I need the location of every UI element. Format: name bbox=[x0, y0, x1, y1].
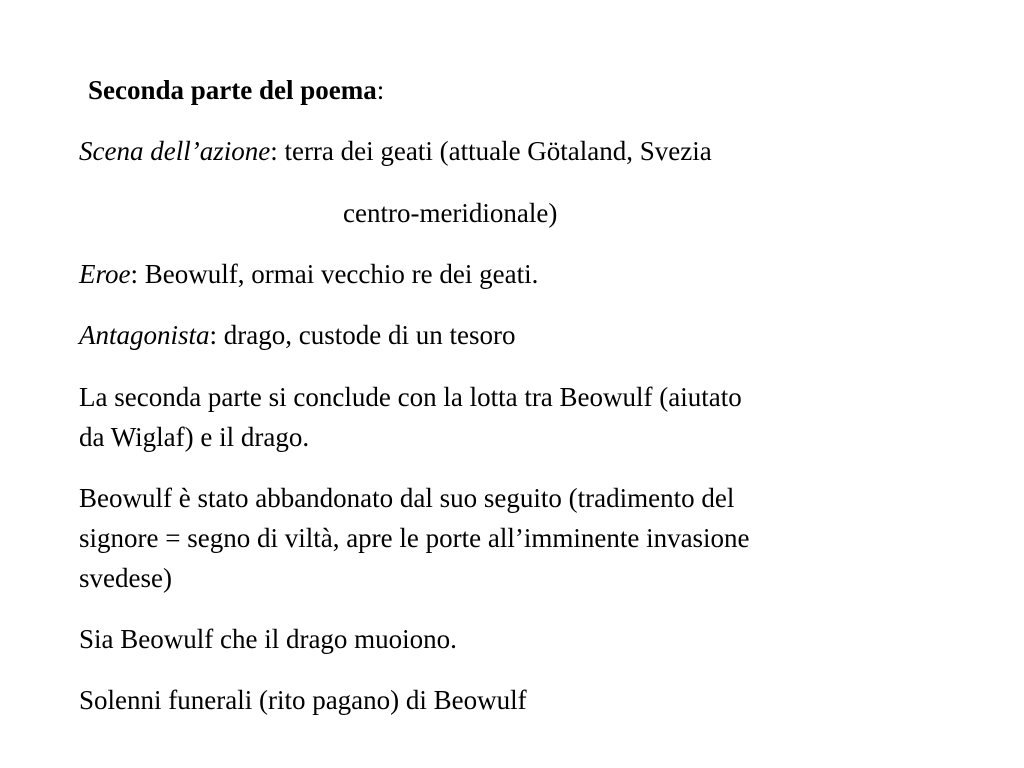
abandon-paragraph-line: signore = segno di viltà, apre le porte all’imminente invasione bbox=[79, 523, 750, 553]
hero-text: : Beowulf, ormai vecchio re dei geati. bbox=[130, 259, 539, 289]
abandon-paragraph bbox=[79, 478, 949, 598]
fight-paragraph-line: La seconda parte si conclude con la lotta tra Beowulf (aiutato bbox=[79, 382, 742, 412]
setting-line-continuation bbox=[343, 193, 1024, 233]
setting-text-continued: centro-meridionale) bbox=[343, 198, 558, 228]
funeral-line: Solenni funerali (rito pagano) di Beowulf bbox=[79, 685, 527, 715]
setting-text: : terra dei geati (attuale Götaland, Svezia bbox=[270, 136, 712, 166]
antagonist-line bbox=[79, 315, 949, 355]
hero-label: Eroe bbox=[79, 259, 131, 289]
antagonist-text: : drago, custode di un tesoro bbox=[209, 320, 516, 350]
death-line: Sia Beowulf che il drago muoiono. bbox=[79, 624, 457, 654]
slide-heading bbox=[88, 70, 958, 110]
heading-colon: : bbox=[376, 75, 385, 105]
abandon-paragraph-line: svedese) bbox=[79, 563, 172, 593]
heading-bold-text: Seconda parte del poema bbox=[88, 75, 377, 105]
abandon-paragraph-line: Beowulf è stato abbandonato dal suo seguito (tradimento del bbox=[79, 483, 735, 513]
fight-paragraph bbox=[79, 377, 949, 457]
antagonist-label: Antagonista bbox=[79, 320, 210, 350]
setting-line bbox=[79, 131, 949, 171]
hero-line bbox=[79, 254, 949, 294]
setting-label: Scena dell’azione bbox=[79, 136, 271, 166]
fight-paragraph-line: da Wiglaf) e il drago. bbox=[79, 422, 310, 452]
